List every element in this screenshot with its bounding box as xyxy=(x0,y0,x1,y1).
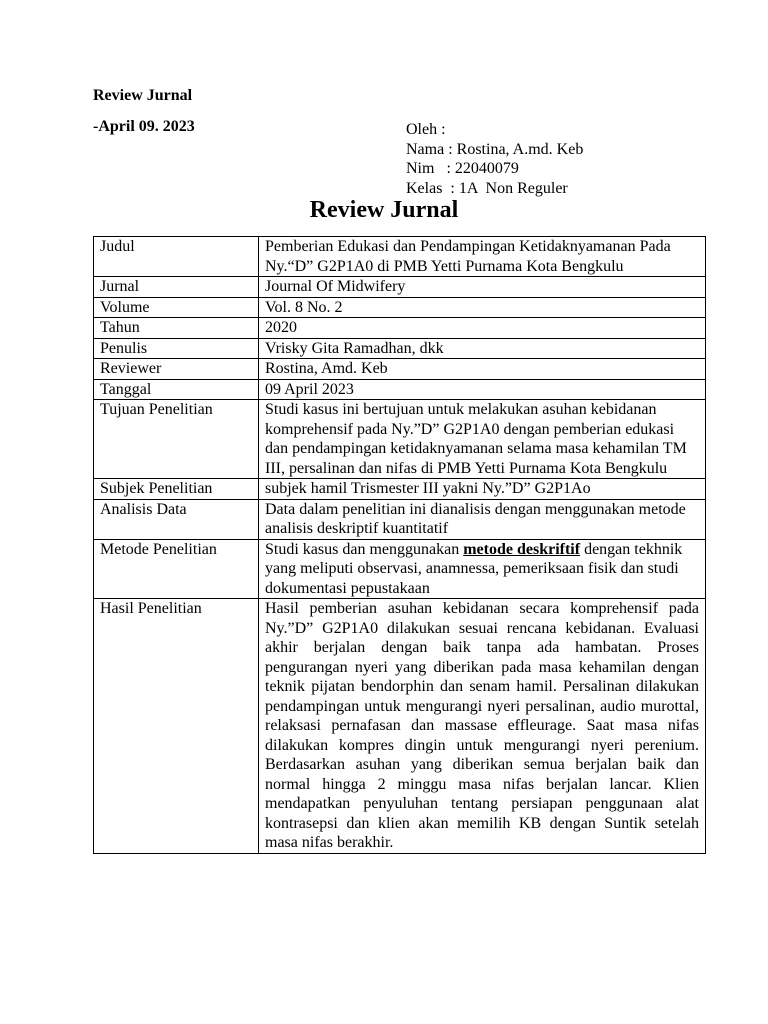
page-title-text: Review Jurnal xyxy=(309,197,459,223)
row-label: Reviewer xyxy=(94,359,259,380)
row-label: Penulis xyxy=(94,338,259,359)
row-label: Tahun xyxy=(94,318,259,339)
table-row xyxy=(94,539,706,599)
author-nama: Nama : Rostina, A.md. Keb xyxy=(406,140,584,158)
metode-prefix: Studi kasus dan menggunakan xyxy=(265,540,464,558)
metode-suffix: dengan tekhnik yang meliputi observasi, anamnessa, pemeriksaan fisik dan studi dokumentasi pepustakaan xyxy=(265,540,683,597)
row-label: Volume xyxy=(94,297,259,318)
table-row xyxy=(94,479,706,500)
table-row xyxy=(94,318,706,339)
table-row xyxy=(94,237,706,277)
row-value: 09 April 2023 xyxy=(259,379,706,400)
table-row xyxy=(94,400,706,479)
document-date: -April 09. 2023 xyxy=(93,118,195,135)
row-value: Vrisky Gita Ramadhan, dkk xyxy=(259,338,706,359)
table-row xyxy=(94,599,706,854)
row-value: Data dalam penelitian ini dianalisis dengan menggunakan metode analisis deskriptif kuantitatif xyxy=(259,499,706,539)
row-value: Vol. 8 No. 2 xyxy=(259,297,706,318)
author-nim: Nim : 22040079 xyxy=(406,160,519,177)
row-label: Tanggal xyxy=(94,379,259,400)
page-title xyxy=(0,197,768,224)
author-kelas: Kelas : 1A Non Reguler xyxy=(406,179,568,197)
row-label: Tujuan Penelitian xyxy=(94,400,259,479)
row-value: 2020 xyxy=(259,318,706,339)
row-label: Analisis Data xyxy=(94,499,259,539)
document-heading: Review Jurnal xyxy=(93,87,193,104)
row-label: Judul xyxy=(94,237,259,277)
row-label: Subjek Penelitian xyxy=(94,479,259,500)
row-label: Hasil Penelitian xyxy=(94,599,259,854)
review-table xyxy=(93,236,706,854)
table-row xyxy=(94,338,706,359)
table-row xyxy=(94,379,706,400)
author-oleh: Oleh : xyxy=(406,121,446,138)
row-label: Metode Penelitian xyxy=(94,539,259,599)
author-info xyxy=(406,120,583,198)
row-value: Studi kasus ini bertujuan untuk melakukan asuhan kebidanan komprehensif pada Ny.”D” G2P1A0 dengan pemberian edukasi dan pendampingan ketidaknyamanan selama masa kehamilan TM III, persalinan dan nifas di PMB Yetti Purnama Kota Bengkulu xyxy=(259,400,706,479)
table-row xyxy=(94,277,706,298)
row-value: subjek hamil Trismester III yakni Ny.”D” G2P1Ao xyxy=(259,479,706,500)
table-row xyxy=(94,297,706,318)
metode-deskriftif-link: metode deskriftif xyxy=(463,540,581,558)
row-value: Journal Of Midwifery xyxy=(259,277,706,298)
row-label: Jurnal xyxy=(94,277,259,298)
row-value: Pemberian Edukasi dan Pendampingan Ketidaknyamanan Pada Ny.“D” G2P1A0 di PMB Yetti Purnama Kota Bengkulu xyxy=(259,237,706,277)
row-value: Hasil pemberian asuhan kebidanan secara komprehensif pada Ny.”D” G2P1A0 dilakukan sesuai rencana kebidanan. Evaluasi akhir berjalan dengan baik tanpa ada hambatan. Proses pengurangan nyeri yang diberikan pada masa kehamilan dengan teknik pijatan bendorphin dan senam hamil. Persalinan dilakukan pendampingan untuk mengurangi nyeri persalinan, audio murottal, relaksasi pernafasan dan massase effleurage. Saat masa nifas dilakukan kompres dingin untuk mengurangi nyeri perenium. Berdasarkan asuhan yang diberikan semua berjalan baik dan normal hingga 2 minggu masa nifas berjalan lancar. Klien mendapatkan penyuluhan tentang persiapan penggunaan alat kontrasepsi dan klien akan memilih KB dengan Suntik setelah masa nifas berakhir. xyxy=(259,599,706,854)
row-value-metode xyxy=(259,539,706,599)
table-row xyxy=(94,499,706,539)
table-row xyxy=(94,359,706,380)
row-value: Rostina, Amd. Keb xyxy=(259,359,706,380)
